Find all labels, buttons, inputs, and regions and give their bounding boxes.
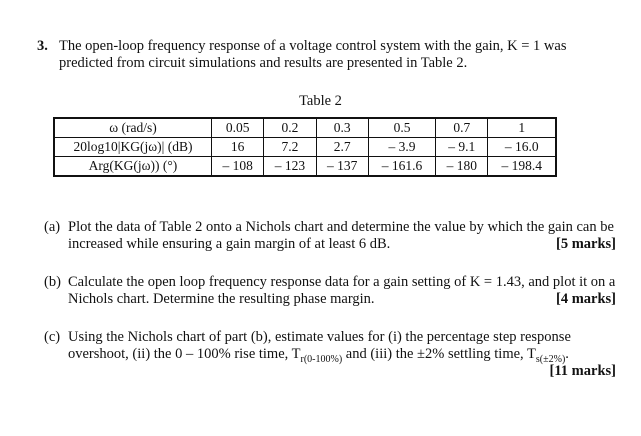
- part-text: .: [565, 346, 569, 362]
- table-cell: 2.7: [316, 138, 368, 157]
- table-cell: 0.5: [368, 118, 435, 138]
- table-cell: – 180: [436, 157, 488, 177]
- row-header: ω (rad/s): [54, 118, 212, 138]
- part-label: (c): [44, 329, 61, 345]
- part-text: Calculate the open loop frequency response data for a gain setting of K = 1.43, and plot it on a Nichols chart. Determine the resulting phase margin.: [68, 274, 616, 307]
- part-c: [44, 329, 616, 380]
- table-cell: 0.2: [264, 118, 316, 138]
- table-cell: 0.05: [212, 118, 264, 138]
- table-row: [54, 157, 556, 177]
- part-text: and (iii) the ±2% settling time, T: [342, 346, 536, 362]
- data-table: [53, 117, 557, 177]
- question-text: The open-loop frequency response of a voltage control system with the gain, K = 1 was predicted from circuit simulations and results are presented in Table 2.: [59, 38, 567, 71]
- table-caption: Table 2: [299, 93, 342, 109]
- part-b: [44, 274, 616, 308]
- table-cell: – 137: [316, 157, 368, 177]
- row-header: 20log10|KG(jω)| (dB): [54, 138, 212, 157]
- part-label: (a): [44, 219, 61, 235]
- part-label: (b): [44, 274, 61, 290]
- table-row: [54, 138, 556, 157]
- table-cell: 0.3: [316, 118, 368, 138]
- question-number: 3.: [37, 38, 48, 54]
- table-cell: – 3.9: [368, 138, 435, 157]
- table-cell: – 161.6: [368, 157, 435, 177]
- table-cell: – 123: [264, 157, 316, 177]
- row-header: Arg(KG(jω)) (°): [54, 157, 212, 177]
- table-cell: – 198.4: [488, 157, 556, 177]
- table-cell: 16: [212, 138, 264, 157]
- part-marks: [4 marks]: [555, 291, 616, 307]
- part-a: [44, 219, 616, 253]
- settling-time-subscript: s(±2%): [535, 353, 566, 365]
- part-text: Plot the data of Table 2 onto a Nichols chart and determine the value by which the gain can be increased while ensuring a gain margin of at least 6 dB.: [68, 219, 614, 252]
- table-cell: – 9.1: [436, 138, 488, 157]
- table-row: [54, 118, 556, 138]
- table-cell: – 16.0: [488, 138, 556, 157]
- part-text: Using the Nichols chart of part (b), estimate values for (i) the percentage step response overshoot, (ii) the 0 – 100% rise time, T: [68, 329, 571, 362]
- table-cell: – 108: [212, 157, 264, 177]
- rise-time-subscript: r(0-100%): [300, 353, 343, 365]
- part-marks: [11 marks]: [549, 363, 616, 379]
- table-cell: 7.2: [264, 138, 316, 157]
- table-cell: 0.7: [436, 118, 488, 138]
- part-marks: [5 marks]: [555, 236, 616, 252]
- question-3: [37, 38, 617, 72]
- table-cell: 1: [488, 118, 556, 138]
